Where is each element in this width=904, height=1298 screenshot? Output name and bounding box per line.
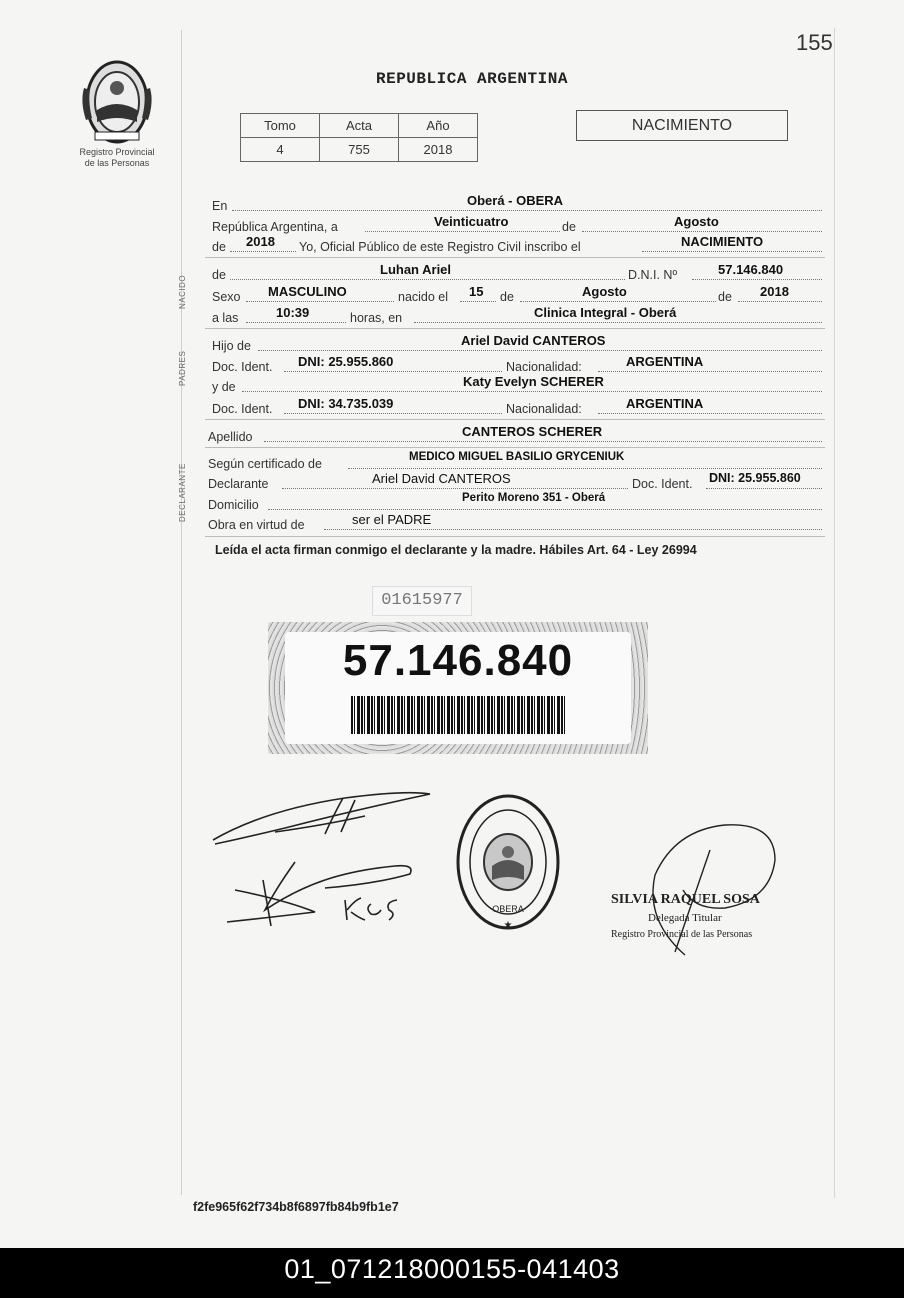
label-en: En	[212, 199, 228, 213]
side-label-padres: PADRES	[178, 350, 187, 386]
margin-line-left	[181, 30, 182, 1195]
dotted-line	[348, 468, 822, 469]
registry-line-1: Registro Provincial	[79, 147, 155, 157]
separator	[205, 447, 825, 448]
document-title: REPUBLICA ARGENTINA	[376, 70, 568, 88]
label-hijo: Hijo de	[212, 339, 251, 353]
dotted-line	[692, 279, 822, 280]
dotted-line	[460, 301, 496, 302]
side-label-nacido: NACIDO	[178, 274, 187, 310]
value-name: Luhan Ariel	[380, 262, 452, 277]
signatures-area	[205, 780, 825, 990]
dotted-line	[598, 413, 822, 414]
row-mother-doc	[212, 396, 822, 418]
header-anio: Año	[399, 114, 478, 138]
label-horas: horas, en	[350, 311, 403, 325]
value-birth-year: 2018	[760, 284, 789, 299]
dotted-line	[232, 210, 822, 211]
official-role: Delegada Titular	[648, 912, 722, 924]
label-de: de	[212, 240, 226, 254]
dotted-line	[582, 231, 822, 232]
value-birth-month: Agosto	[582, 284, 627, 299]
value-father-nationality: ARGENTINA	[626, 354, 704, 369]
label-de: de	[212, 268, 226, 282]
dotted-line	[324, 529, 822, 530]
dotted-line	[706, 488, 822, 489]
dotted-line	[268, 509, 822, 510]
dotted-line	[264, 441, 822, 442]
row-sex	[212, 284, 822, 306]
value-mother-nationality: ARGENTINA	[626, 396, 704, 411]
label-declarante: Declarante	[208, 477, 269, 491]
dotted-line	[230, 279, 625, 280]
label-nacido: nacido el	[398, 290, 449, 304]
row-year	[212, 234, 822, 256]
dotted-line	[258, 350, 822, 351]
sticker-panel	[285, 632, 631, 744]
dotted-line	[282, 488, 628, 489]
signature-declarant	[213, 793, 430, 844]
row-domicile	[208, 492, 822, 514]
label-obra: Obra en virtud de	[208, 518, 305, 532]
value-obra: ser el PADRE	[352, 512, 432, 527]
separator	[205, 536, 825, 537]
svg-text:★: ★	[503, 920, 513, 931]
label-de: de	[500, 290, 514, 304]
dotted-line	[365, 231, 560, 232]
value-surname: CANTEROS SCHERER	[462, 424, 603, 439]
dni-sticker	[268, 622, 648, 754]
row-name	[212, 262, 822, 284]
row-place	[212, 193, 822, 215]
label-sexo: Sexo	[212, 290, 241, 304]
label-doc-ident: Doc. Ident.	[212, 360, 273, 374]
value-year: 2018	[246, 234, 275, 249]
document-hash: f2fe965f62f734b8f6897fb84b9fb1e7	[193, 1200, 399, 1214]
dotted-line	[520, 301, 716, 302]
dotted-line	[284, 413, 502, 414]
tomo-acta-anio-table	[240, 113, 478, 162]
sticker-dni-number: 57.146.840	[342, 636, 574, 685]
label-de: de	[718, 290, 732, 304]
margin-line-right	[834, 28, 835, 1198]
value-declarant: Ariel David CANTEROS	[372, 471, 511, 486]
label-dni: D.N.I. Nº	[628, 268, 678, 282]
value-declarant-doc: DNI: 25.955.860	[709, 471, 801, 485]
dotted-line	[414, 322, 822, 323]
barcode	[351, 696, 565, 734]
separator	[205, 328, 825, 329]
value-birth-place: Clinica Integral - Oberá	[534, 305, 677, 320]
row-father	[212, 333, 822, 355]
label-segun: Según certificado de	[208, 457, 322, 471]
value-inscribe: NACIMIENTO	[681, 234, 764, 249]
label-de: de	[562, 220, 576, 234]
separator	[205, 419, 825, 420]
dotted-line	[738, 301, 822, 302]
act-type-box: NACIMIENTO	[576, 110, 788, 141]
header-tomo: Tomo	[241, 114, 320, 138]
value-time: 10:39	[276, 305, 310, 320]
label-republica: República Argentina, a	[212, 220, 338, 234]
page-number: 155	[796, 30, 833, 55]
value-anio: 2018	[399, 138, 478, 162]
dotted-line	[246, 322, 346, 323]
header-acta: Acta	[320, 114, 399, 138]
row-surname	[208, 424, 822, 446]
row-declarant	[208, 471, 822, 493]
value-birth-day: 15	[469, 284, 484, 299]
label-doc-ident: Doc. Ident.	[212, 402, 273, 416]
row-time	[212, 305, 822, 327]
value-dni: 57.146.840	[718, 262, 784, 277]
value-place: Oberá - OBERA	[467, 193, 564, 208]
label-nacionalidad: Nacionalidad:	[506, 402, 582, 416]
closing-statement: Leída el acta firman conmigo el declarante y la madre. Hábiles Art. 64 - Ley 26994	[215, 543, 697, 557]
official-org: Registro Provincial de las Personas	[611, 929, 753, 940]
side-label-declarante: DECLARANTE	[178, 463, 187, 523]
dotted-line	[598, 371, 822, 372]
separator	[205, 257, 825, 258]
dotted-line	[230, 251, 296, 252]
value-acta: 755	[320, 138, 399, 162]
label-yo: Yo, Oficial Público de este Registro Civil inscribo el	[299, 240, 581, 254]
seal-city: OBERA	[492, 904, 524, 914]
label-apellido: Apellido	[208, 430, 253, 444]
province-coat-of-arms-logo	[78, 58, 156, 146]
value-father: Ariel David CANTEROS	[461, 333, 606, 348]
registry-line-2: de las Personas	[84, 158, 150, 168]
dotted-line	[242, 391, 822, 392]
value-domicile: Perito Moreno 351 - Oberá	[462, 492, 606, 504]
registry-caption	[62, 147, 172, 169]
label-yde: y de	[212, 380, 236, 394]
official-name: SILVIA RAQUEL SOSA	[611, 892, 760, 907]
value-day: Veinticuatro	[434, 214, 509, 229]
value-father-doc: DNI: 25.955.860	[298, 354, 394, 369]
value-month: Agosto	[674, 214, 719, 229]
dotted-line	[246, 301, 394, 302]
value-tomo: 4	[241, 138, 320, 162]
value-certificate: MEDICO MIGUEL BASILIO GRYCENIUK	[409, 451, 625, 463]
signature-mother	[227, 862, 411, 926]
value-sex: MASCULINO	[268, 284, 347, 299]
official-seal	[458, 796, 558, 931]
row-mother	[212, 374, 822, 396]
dotted-line	[284, 371, 502, 372]
dotted-line	[642, 251, 822, 252]
value-mother-doc: DNI: 34.735.039	[298, 396, 394, 411]
label-nacionalidad: Nacionalidad:	[506, 360, 582, 374]
label-alas: a las	[212, 311, 239, 325]
file-id-footer: 01_071218000155-041403	[0, 1248, 904, 1298]
control-number: 01615977	[372, 586, 472, 616]
row-obra	[208, 512, 822, 534]
label-doc-ident: Doc. Ident.	[632, 477, 693, 491]
label-domicilio: Domicilio	[208, 498, 259, 512]
value-mother: Katy Evelyn SCHERER	[463, 374, 604, 389]
